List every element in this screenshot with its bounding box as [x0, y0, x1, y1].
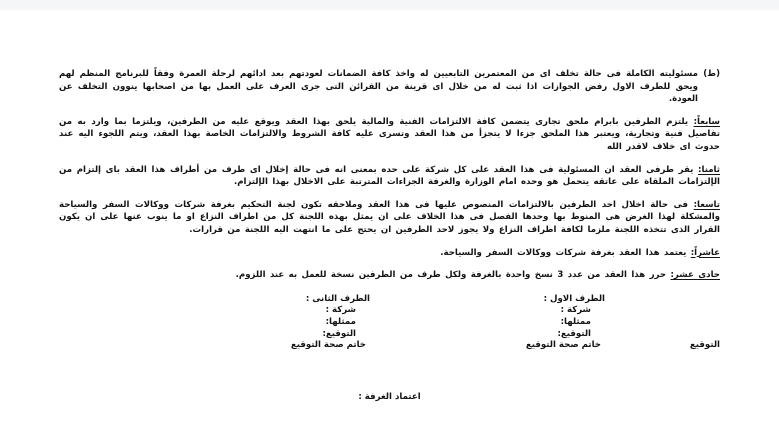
- clause-body: يلتزم الطرفين بابرام ملحق تجارى يتضمن كافة الالتزامات الفنية والمالية يلحق بهذا العقد ويوقع عليه من الطرفين، ويلتزما بما وارد به من تفاصيل فنية وتجارية، ويعتبر هذا الملحق جزءا لا يتجزأ من هذا العقد وتسرى عليه كافة الشروط والالتزامات الخاصة بهذا العقد، ويتم اللجوء اليه عند حدوث اى خلاف لاقدر الله: [59, 116, 720, 152]
- clause-heading: سابعاً:: [693, 116, 720, 127]
- clause-paragraph: [59, 199, 720, 237]
- clause-paragraph: [59, 164, 720, 189]
- clause-paragraph: [59, 247, 720, 260]
- signature-column-party-two: [190, 294, 370, 352]
- party-two-title: الطرف الثانى :: [305, 293, 370, 304]
- party-one-title: الطرف الاول :: [543, 293, 605, 304]
- signature-block: [59, 294, 720, 372]
- clause-heading: تاسعا:: [693, 199, 720, 210]
- clause-paragraph: [59, 269, 720, 282]
- party-two-company-label: شركة :: [325, 305, 356, 316]
- clause-marker: (ط): [703, 69, 720, 79]
- clause-body: يعتمد هذا العقد بغرفة شركات ووكالات السفر والسياحة.: [440, 247, 687, 258]
- clause-body: فى حالة اخلال احد الطرفين بالالتزامات المنصوص عليها فى هذا العقد وملاحقه تكون لجنة التحكيم بغرفة شركات ووكالات السفر والسياحة والمشكلة لهذا الغرض هى المنوط بها وحدها الفصل فى هذا الخلاف على ان يمثل بهذه اللجنة كل من اطراف النزاع او ما ينوب عنها على ان يكون القرار الذى تتخذه اللجنة ملزما لكافة اطراف النزاع ولا يجوز لاحد الطرفين ان يحتج على ما انتهت اليه اللجنة من قرارات.: [59, 199, 720, 235]
- clause-body: مسئوليته الكاملة فى حالة تخلف اى من المعتمرين التابعيين له واخذ كافة الضمانات لعودتهم بعد ادائهم لرحلة العمرة وفقاً للبرنامج المنظم لهم ويحق للطرف الاول رفض الجوازات اذا ثبت له من خلال اى قرينة من القرائن التى جرى العرف على العمل بها من اصحابها ينوون التخلف عن العودة.: [59, 69, 698, 105]
- clause-paragraph: [59, 116, 720, 154]
- clause-heading: حادى عشر:: [670, 270, 720, 281]
- signature-column-party-one: [425, 294, 605, 352]
- party-one-signature-label: التوقيع:: [557, 328, 591, 339]
- clause-paragraph: [59, 68, 720, 106]
- clause-body: يقر طرفى العقد ان المسئولية فى هذا العقد على كل شركة على حده بمعنى انه فى حالة إخلال اى طرف من أطراف هذا العقد باى إلتزام من الإلتزامات الملقاة على عاتقه يتحمل هو وحده امام الوزارة والغرفة الجزاءات المترتبة على الاخلال بهذا الإلتزام.: [59, 164, 720, 188]
- clause-heading: عاشراً:: [690, 247, 720, 258]
- clause-body: حرر هذا العقد من عدد 3 نسخ واحدة بالغرفة ولكل طرف من الطرفين نسخة للعمل به عند اللزوم.: [235, 270, 667, 281]
- party-one-stamp-label: خاتم صحة التوقيع: [525, 340, 601, 351]
- party-two-stamp-label: خاتم صحة التوقيع: [290, 340, 366, 351]
- party-one-representative-label: ممثلها:: [560, 316, 591, 327]
- party-two-signature-label: التوقيع:: [322, 328, 356, 339]
- chamber-approval-label: اعتماد الغرفة :: [358, 391, 421, 402]
- clause-heading: ثامنا:: [698, 164, 720, 175]
- party-two-representative-label: ممثلها:: [325, 316, 356, 327]
- party-one-company-label: شركة :: [560, 305, 591, 316]
- party-one-side-signature-label: التوقيع: [689, 339, 720, 350]
